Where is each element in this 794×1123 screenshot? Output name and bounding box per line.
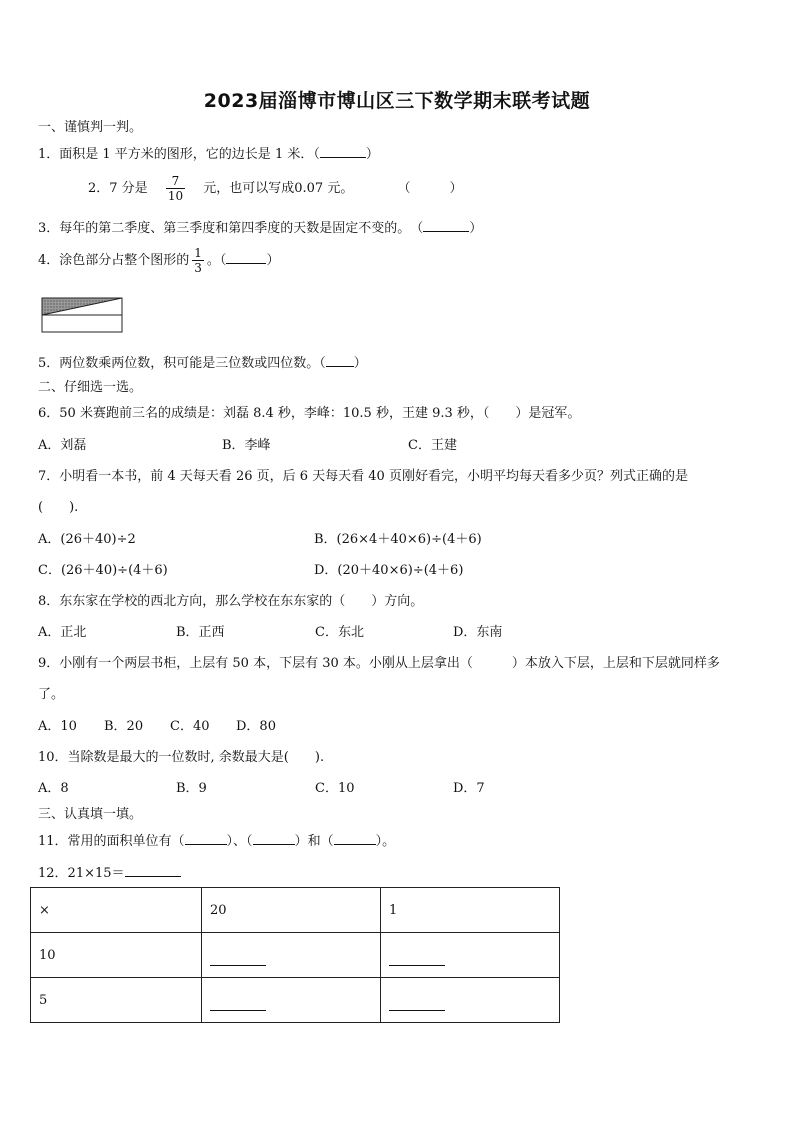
question-11: [38, 832, 395, 851]
question-6-option-c[interactable]: C．王建: [408, 438, 457, 453]
table-header-cell: 20: [202, 888, 381, 933]
question-10-option-a[interactable]: A．8: [38, 781, 69, 796]
table-row: [31, 978, 560, 1023]
shaded-rectangle-figure: [41, 297, 123, 333]
page-title: 2023届淄博市博山区三下数学期末联考试题: [203, 90, 591, 112]
question-1-text: 1．面积是 1 平方米的图形，它的边长是 1 米．（: [38, 147, 320, 162]
question-8-option-d[interactable]: D．东南: [453, 625, 503, 640]
question-11-separator: ）、（: [226, 834, 253, 849]
question-10-option-b[interactable]: B．9: [176, 781, 207, 796]
question-6: 6．50 米赛跑前三名的成绩是：刘磊 8.4 秒，李峰：10.5 秒，王建 9.3 秒，（ ）是冠军。: [38, 406, 581, 421]
question-11-separator: ）和（: [294, 834, 334, 849]
answer-blank[interactable]: [210, 951, 266, 966]
question-10-option-c[interactable]: C．10: [315, 781, 355, 796]
question-7: 7．小明看一本书，前 4 天每天看 26 页，后 6 天每天看 40 页刚好看完，小明平均每天看多少页？列式正确的是: [38, 469, 688, 484]
table-cell[interactable]: [202, 933, 381, 978]
table-cell[interactable]: [202, 978, 381, 1023]
question-12-text: 12．21×15＝: [38, 866, 125, 881]
question-9: 9．小刚有一个两层书柜，上层有 50 本，下层有 30 本。小刚从上层拿出（ ）本放入下层，上层和下层就同样多: [38, 656, 720, 671]
multiplication-table: [30, 887, 560, 1023]
question-4-pre: 4．涂色部分占整个图形的: [38, 253, 190, 268]
question-8-option-c[interactable]: C．东北: [315, 625, 364, 640]
question-11-text: 11．常用的面积单位有（: [38, 834, 185, 849]
question-8-option-b[interactable]: B．正西: [176, 625, 225, 640]
question-3: [38, 219, 482, 238]
question-7-option-a[interactable]: A．(26＋40)÷2: [38, 532, 136, 547]
table-cell[interactable]: [381, 978, 560, 1023]
table-row: [31, 933, 560, 978]
answer-blank[interactable]: [210, 996, 266, 1011]
answer-blank[interactable]: [326, 354, 354, 367]
question-3-tail: ）: [469, 221, 483, 236]
answer-blank[interactable]: [125, 864, 181, 877]
answer-blank[interactable]: [389, 996, 445, 1011]
question-11-tail: ）。: [375, 834, 396, 849]
question-4-tail: ）: [266, 253, 280, 268]
answer-blank[interactable]: [334, 832, 376, 845]
question-5-tail: ）: [353, 356, 367, 371]
answer-blank[interactable]: [320, 145, 366, 158]
section-3-heading: 三、认真填一填。: [38, 807, 143, 822]
question-2-post: 元，也可以写成0.07 元。: [203, 181, 354, 196]
question-10-option-d[interactable]: D．7: [453, 781, 485, 796]
question-4-post: 。（: [206, 253, 227, 268]
question-2: [88, 174, 462, 203]
question-1-tail: ）: [365, 147, 379, 162]
question-5: [38, 354, 367, 373]
question-2-pre: 2．7 分是: [88, 181, 148, 196]
answer-paren[interactable]: （ ）: [397, 181, 463, 196]
answer-blank[interactable]: [185, 832, 227, 845]
question-6-option-b[interactable]: B．李峰: [222, 438, 271, 453]
table-header-cell: ×: [31, 888, 202, 933]
question-7-paren: ( ).: [38, 500, 79, 515]
question-3-text: 3．每年的第二季度、第三季度和第四季度的天数是固定不变的。 （: [38, 221, 424, 236]
table-header-cell: 1: [381, 888, 560, 933]
question-8-option-a[interactable]: A．正北: [38, 625, 87, 640]
question-9-option-c[interactable]: C．40: [170, 719, 210, 734]
answer-blank[interactable]: [226, 251, 266, 264]
question-6-option-a[interactable]: A．刘磊: [38, 438, 87, 453]
table-header-row: [31, 888, 560, 933]
question-4: [38, 246, 279, 275]
table-cell[interactable]: [381, 933, 560, 978]
question-9-option-a[interactable]: A．10: [38, 719, 77, 734]
question-9-option-d[interactable]: D．80: [236, 719, 276, 734]
question-9-continued: 了。: [38, 687, 65, 702]
question-7-option-b[interactable]: B．(26×4＋40×6)÷(4＋6): [314, 532, 482, 547]
question-9-option-b[interactable]: B．20: [104, 719, 144, 734]
question-10: 10．当除数是最大的一位数时, 余数最大是( ).: [38, 750, 325, 765]
question-12: [38, 864, 181, 883]
answer-blank[interactable]: [423, 219, 469, 232]
question-5-text: 5．两位数乘两位数，积可能是三位数或四位数。（: [38, 356, 326, 371]
question-7-option-c[interactable]: C．(26＋40)÷(4＋6): [38, 563, 168, 578]
table-row-label: 5: [31, 978, 202, 1023]
answer-blank[interactable]: [253, 832, 295, 845]
question-8: 8．东东家在学校的西北方向，那么学校在东东家的（ ）方向。: [38, 594, 424, 609]
table-row-label: 10: [31, 933, 202, 978]
question-7-option-d[interactable]: D．(20＋40×6)÷(4＋6): [314, 563, 464, 578]
section-1-heading: 一、谨慎判一判。: [38, 120, 143, 135]
section-2-heading: 二、仔细选一选。: [38, 380, 143, 395]
answer-blank[interactable]: [389, 951, 445, 966]
fraction-7-10: $\frac{7}{10}$: [167, 174, 184, 203]
fraction-1-3: $\frac{1}{3}$: [194, 246, 202, 275]
question-1: [38, 145, 379, 164]
